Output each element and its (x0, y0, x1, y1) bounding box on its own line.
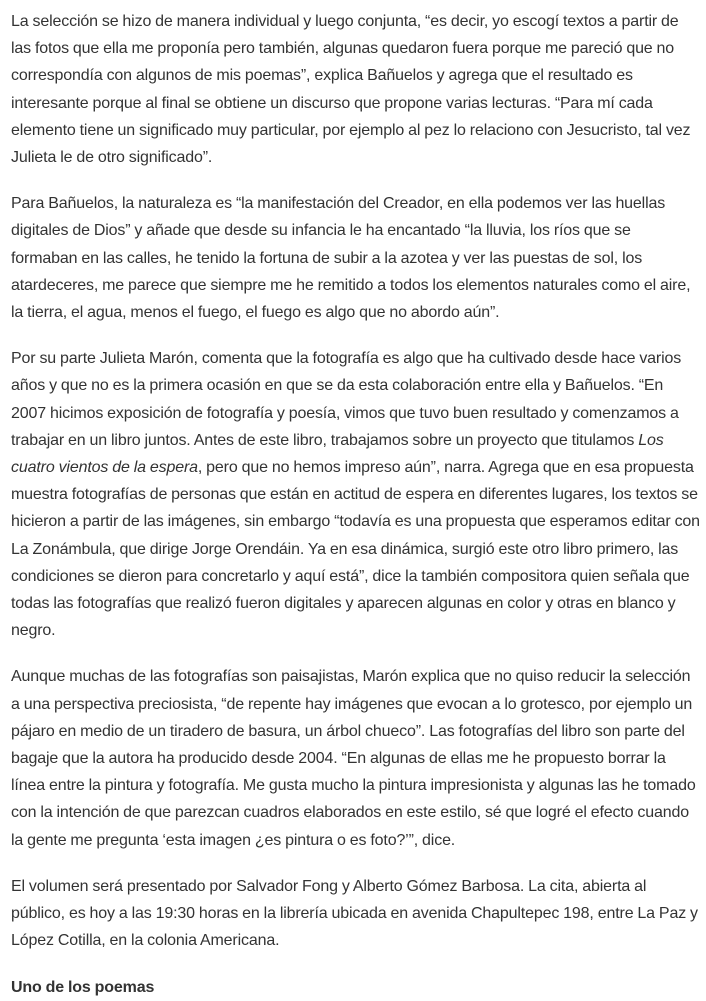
subheading-poem: Uno de los poemas (11, 978, 155, 996)
book-title-italic: Los cuatro vientos de la espera (11, 431, 664, 477)
paragraph-presentation: El volumen será presentado por Salvador Fong y Alberto Gómez Barbosa. La cita, abierta al público, es hoy a las 19:30 horas en la librería ubicada en avenida Chapultepec 198, entre La Paz y López Cotilla, en la colonia Americana. (11, 877, 698, 950)
paragraph-nature: Para Bañuelos, la naturaleza es “la manifestación del Creador, en ella podemos ver las huellas digitales de Dios” y añade que desde su infancia le ha encantado “la lluvia, los ríos que se formaban en las calles, he tenido la fortuna de subir a la azotea y ver las puestas de sol, los atardeceres, me parece que siempre me he remitido a todos los elementos naturales como el aire, la tierra, el agua, menos el fuego, el fuego es algo que no abordo aún”. (11, 195, 691, 322)
paragraph-text-after-title: , pero que no hemos impreso aún”, narra. Agrega que en esa propuesta muestra fotografías de personas que están en actitud de espera en diferentes lugares, los textos se hicieron a partir de las imágenes, sin embargo “todavía es una propuesta que esperamos editar con La Zonámbula, que dirige Jorge Orendáin. Ya en esa dinámica, surgió este otro libro primero, las condiciones se dieron para concretarlo y aquí está”, dice la también compositora quien señala que todas las fotografías que realizó fueron digitales y aparecen algunas en color y otras en blanco y negro. (11, 459, 700, 640)
paragraph-landscapes: Aunque muchas de las fotografías son paisajistas, Marón explica que no quiso reducir la selección a una perspectiva preciosista, “de repente hay imágenes que evocan a lo grotesco, por ejemplo un pájaro en medio de un tiradero de basura, un árbol chueco”. Las fotografías del libro son parte del bagaje que la autora ha producido desde 2004. “En algunas de ellas me he propuesto borrar la línea entre la pintura y fotografía. Me gusta mucho la pintura impresionista y algunas las he tomado con la intención de que parezcan cuadros elaborados en este estilo, sé que logré el efecto cuando la gente me pregunta ‘esta imagen ¿es pintura o es foto?’”, dice. (11, 668, 696, 849)
paragraph-text-before-title: Por su parte Julieta Marón, comenta que la fotografía es algo que ha cultivado desde hace varios años y que no es la primera ocasión en que se da esta colaboración entre ella y Bañuelos. “En 2007 hicimos exposición de fotografía y poesía, vimos que tuvo buen resultado y comenzamos a trabajar en un libro juntos. Antes de este libro, trabajamos sobre un proyecto que titulamos (11, 350, 682, 449)
paragraph-julieta-maron (11, 345, 700, 644)
paragraph-selection: La selección se hizo de manera individual y luego conjunta, “es decir, yo escogí textos a partir de las fotos que ella me proponía pero también, algunas quedaron fuera porque me pareció que no correspondía con algunos de mis poemas”, explica Bañuelos y agrega que el resultado es interesante porque al final se obtiene un discurso que propone varias lecturas. “Para mí cada elemento tiene un significado muy particular, por ejemplo al pez lo relaciono con Jesucristo, tal vez Julieta le de otro significado”. (11, 13, 691, 167)
